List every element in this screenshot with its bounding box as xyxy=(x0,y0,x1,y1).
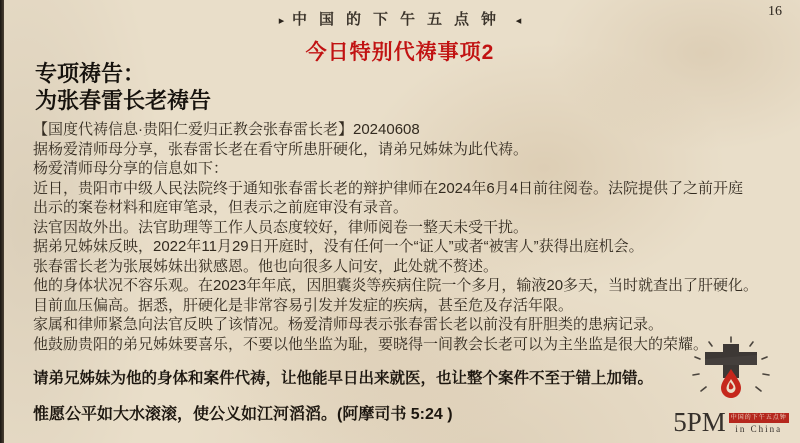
section-heading-line1: 专项祷告： xyxy=(35,61,146,86)
body-line: 法官因故外出。法官助理等工作人员态度较好，律师阅卷一整天未受干扰。 xyxy=(33,218,529,236)
slide-title: 今日特别代祷事项2 xyxy=(305,41,495,64)
slide-left-edge-shadow xyxy=(0,0,4,443)
body-line: 他鼓励贵阳的弟兄姊妹要喜乐，不要以他坐监为耻，要晓得一间教会长老可以为主坐监是很大的荣耀。 xyxy=(33,335,709,353)
prayer-call-line: 请弟兄姊妹为他的身体和案件代祷，让他能早日出来就医，也让整个案件不至于错上加错。 xyxy=(33,370,654,387)
page-number: 16 xyxy=(768,4,782,19)
ministry-logo xyxy=(672,335,790,437)
body-line: 出示的案卷材料和庭审笔录，但表示之前庭审没有录音。 xyxy=(33,199,409,216)
slide-header xyxy=(0,8,800,29)
header-left-arrow-icon: ▸ xyxy=(278,15,285,27)
body-line: 杨爱清师母分享的信息如下： xyxy=(33,160,229,177)
body-text-block xyxy=(33,120,797,354)
scripture-quote: 惟愿公平如大水滚滚，使公义如江河滔滔。(阿摩司书 5:24 ) xyxy=(33,406,453,423)
body-line: 家属和律师紧急向法官反映了该情况。杨爱清师母表示张春雷长老以前没有肝胆类的患病记录。 xyxy=(33,316,664,333)
logo-wordmark xyxy=(672,409,790,435)
body-line: 张春雷长老为张展姊妹出狱感恩。他也向很多人问安，此处就不赘述。 xyxy=(33,257,499,275)
body-line: 近日，贵阳市中级人民法院终于通知张春雷长老的辩护律师在2024年6月4日前往阅卷。法院提供了之前开庭 xyxy=(33,179,744,197)
body-line: 目前血压偏高。据悉，肝硬化是非常容易引发并发症的疾病，甚至危及存活年限。 xyxy=(33,296,574,314)
section-heading xyxy=(35,60,211,114)
cross-flame-icon xyxy=(683,335,779,401)
body-line: 据弟兄姊妹反映，2022年11月29日开庭时，没有任何一个“证人”或者“被害人”获得出庭机会。 xyxy=(33,238,644,255)
header-title: 中国的下午五点钟 xyxy=(291,12,508,28)
logo-subtitle: in China xyxy=(735,424,783,434)
logo-right-column xyxy=(729,409,789,434)
body-line: 他的身体状况不容乐观。在2023年年底，因胆囊炎等疾病住院一个多月，输液20多天，当时就查出了肝硬化。 xyxy=(33,277,759,294)
logo-5pm-text: 5PM xyxy=(673,407,726,437)
body-line: 【国度代祷信息·贵阳仁爱归正教会张春雷长老】20240608 xyxy=(33,121,420,138)
header-right-arrow-icon: ◂ xyxy=(515,15,522,27)
logo-chinese-badge: 中国的下午五点钟 xyxy=(730,415,787,421)
body-line: 据杨爱清师母分享，张春雷长老在看守所患肝硬化，请弟兄姊妹为此代祷。 xyxy=(33,140,529,158)
section-heading-line2: 为张春雷长老祷告 xyxy=(35,88,212,113)
